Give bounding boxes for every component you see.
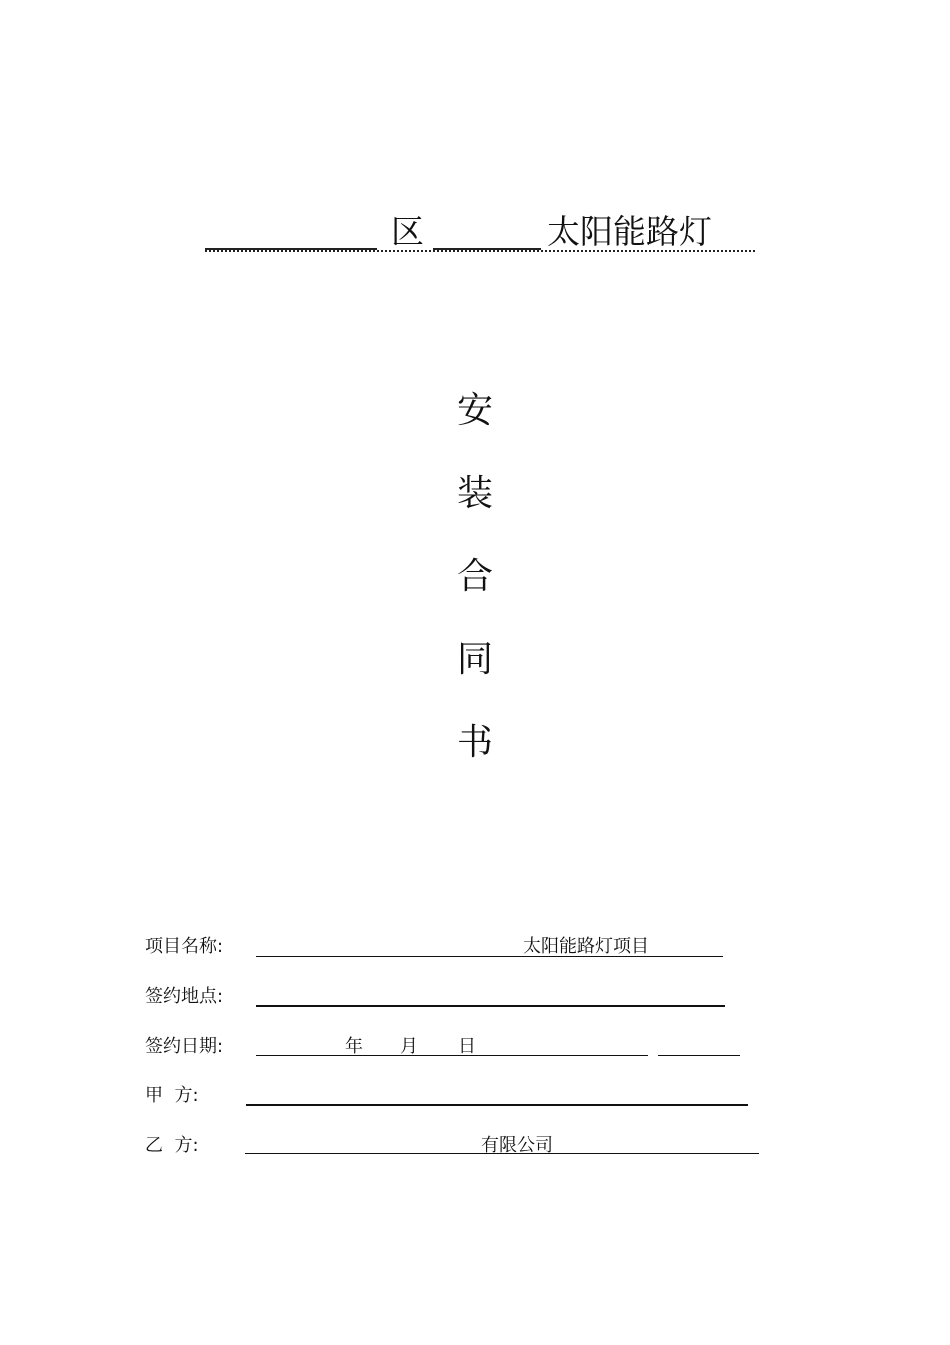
sign-location-field bbox=[145, 984, 765, 1014]
district-blank bbox=[205, 248, 377, 250]
main-title-char: 安 bbox=[456, 390, 493, 431]
sign-date-line bbox=[256, 1055, 648, 1056]
party-b-value: 有限公司 bbox=[481, 1135, 553, 1156]
party-a-field bbox=[145, 1083, 765, 1113]
sign-date-label: 签约日期: bbox=[145, 1036, 224, 1057]
sign-date-day: 日 bbox=[458, 1036, 476, 1057]
project-name-field bbox=[145, 934, 765, 964]
area-blank bbox=[433, 248, 541, 250]
sign-location-line bbox=[256, 1005, 725, 1007]
project-name-line bbox=[256, 956, 723, 957]
project-name-value: 太阳能路灯项目 bbox=[523, 936, 649, 957]
main-title-char: 书 bbox=[456, 722, 493, 763]
project-name-label: 项目名称: bbox=[145, 936, 224, 957]
sign-location-label: 签约地点: bbox=[145, 986, 224, 1007]
party-b-field bbox=[145, 1133, 765, 1163]
main-title bbox=[440, 386, 510, 801]
party-a-line bbox=[246, 1104, 748, 1106]
header-title: 太阳能路灯 bbox=[547, 212, 712, 251]
main-title-char: 合 bbox=[456, 556, 493, 597]
sign-date-line-tail bbox=[658, 1055, 740, 1056]
sign-date-field bbox=[145, 1034, 765, 1064]
document-header bbox=[205, 210, 755, 256]
party-b-label: 乙 方: bbox=[145, 1135, 199, 1156]
party-a-label: 甲 方: bbox=[145, 1085, 199, 1106]
district-suffix: 区 bbox=[391, 212, 424, 251]
main-title-char: 同 bbox=[456, 639, 493, 680]
sign-date-year: 年 bbox=[345, 1036, 363, 1057]
sign-date-month: 月 bbox=[400, 1036, 418, 1057]
main-title-char: 装 bbox=[456, 473, 493, 514]
